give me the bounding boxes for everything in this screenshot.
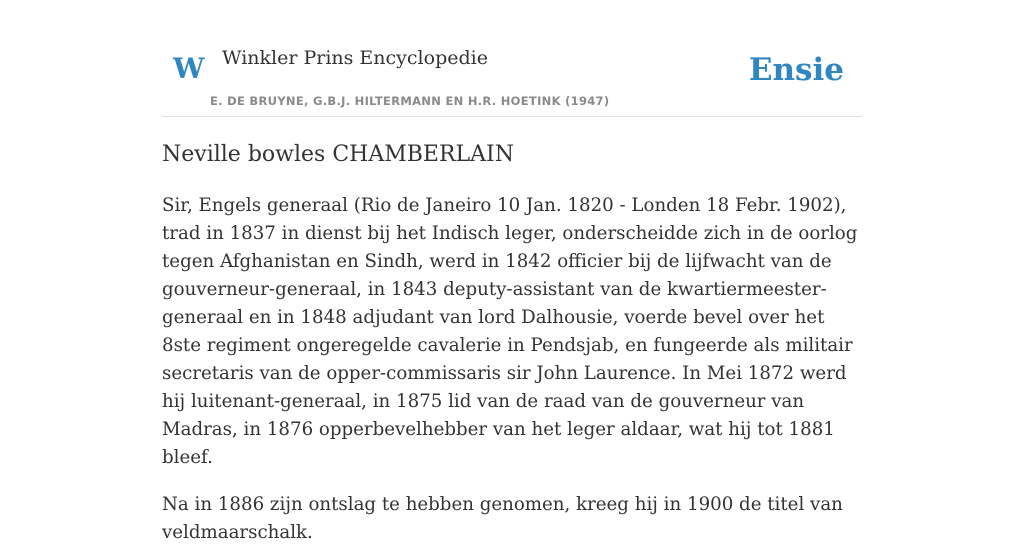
article-title: Neville bowles CHAMBERLAIN <box>162 142 514 167</box>
source-header <box>162 0 862 117</box>
source-title[interactable]: Winkler Prins Encyclopedie <box>222 47 488 69</box>
source-logo[interactable]: W <box>173 52 205 85</box>
article-paragraph: Sir, Engels generaal (Rio de Janeiro 10 Jan. 1820 - Londen 18 Febr. 1902), trad in 1837 in dienst bij het Indisch leger, onderscheidde zich in de oorlog tegen Afghanistan en Sindh, werd in 1842 officier bij de lijfwacht van de gouverneur-generaal, in 1843 deputy-assistant van de kwartiermeester-generaal en in 1848 adjudant van lord Dalhousie, voerde bevel over het 8ste regiment ongeregelde cavalerie in Pendsjab, en fungeerde als militair secretaris van de opper-commissaris sir John Laurence. In Mei 1872 werd hij luitenant-generaal, in 1875 lid van de raad van de gouverneur van Madras, in 1876 opperbevelhebber van het leger aldaar, wat hij tot 1881 bleef. <box>162 195 858 468</box>
article-paragraph: Na in 1886 zijn ontslag te hebben genomen, kreeg hij in 1900 de titel van veldmaarschalk. <box>162 494 843 543</box>
source-authors: E. DE BRUYNE, G.B.J. HILTERMANN EN H.R. HOETINK (1947) <box>210 94 610 108</box>
ensie-logo[interactable]: Ensie <box>748 52 844 88</box>
article-content <box>162 138 862 547</box>
